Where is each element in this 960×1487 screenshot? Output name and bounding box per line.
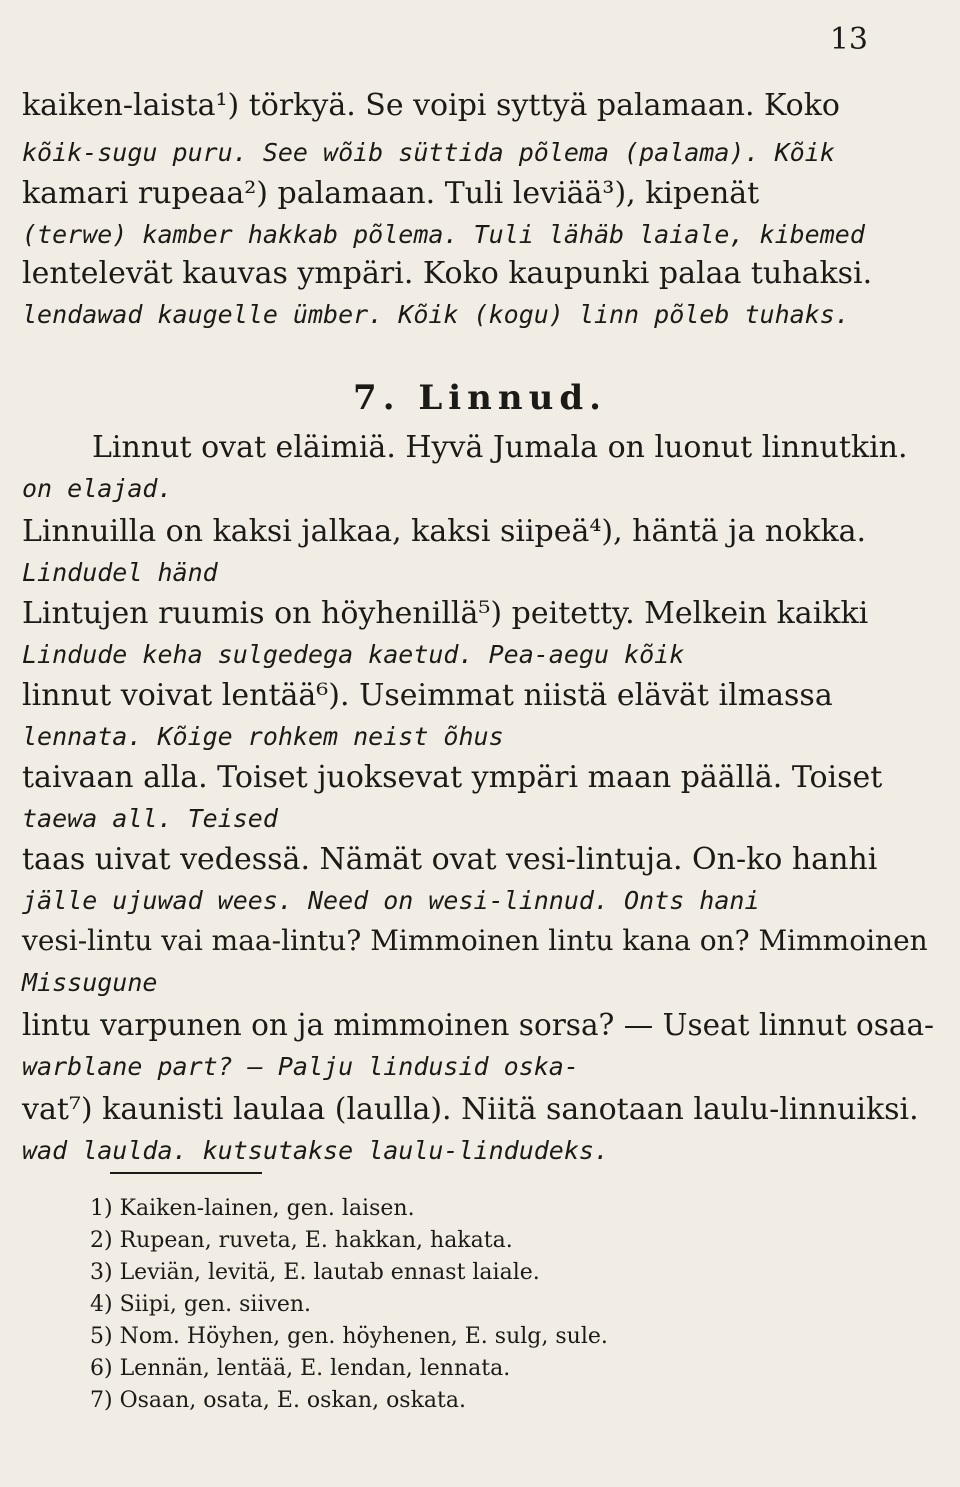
page-number: 13 bbox=[829, 22, 868, 57]
estonian-gloss-4: on elajad. bbox=[22, 474, 173, 503]
estonian-gloss-2: (terwe) kamber hakkab põlema. Tuli lähäb laiale, kibemed bbox=[22, 220, 865, 249]
estonian-gloss-10: Missugune bbox=[22, 968, 158, 997]
estonian-gloss-11: warblane part? — Palju lindusid oska- bbox=[22, 1052, 579, 1081]
estonian-gloss-3: lendawad kaugelle ümber. Kõik (kogu) linn põleb tuhaks. bbox=[22, 300, 850, 329]
footnote-6: 6) Lennän, lentää, E. lendan, lennata. bbox=[90, 1356, 511, 1381]
footnote-1: 1) Kaiken-lainen, gen. laisen. bbox=[90, 1196, 415, 1221]
finnish-line-1: kaiken-laista¹) törkyä. Se voipi syttyä palamaan. Koko bbox=[22, 88, 840, 123]
section-heading: 7. Linnud. bbox=[353, 378, 607, 418]
footnote-rule bbox=[110, 1172, 262, 1174]
finnish-line-11: lintu varpunen on ja mimmoinen sorsa? — Useat linnut osaa- bbox=[22, 1008, 935, 1042]
finnish-line-2: kamari rupeaa²) palamaan. Tuli leviää³), kipenät bbox=[22, 176, 760, 211]
footnote-4: 4) Siipi, gen. siiven. bbox=[90, 1292, 312, 1317]
footnote-5: 5) Nom. Höyhen, gen. höyhenen, E. sulg, sule. bbox=[90, 1324, 608, 1349]
finnish-line-10: vesi-lintu vai maa-lintu? Mimmoinen lintu kana on? Mimmoinen bbox=[22, 924, 928, 957]
finnish-line-3: lentelevät kauvas ympäri. Koko kaupunki palaa tuhaksi. bbox=[22, 256, 873, 291]
finnish-line-6: Lintujen ruumis on höyhenillä⁵) peitetty. Melkein kaikki bbox=[22, 596, 869, 631]
finnish-line-5: Linnuilla on kaksi jalkaa, kaksi siipeä⁴), häntä ja nokka. bbox=[22, 514, 867, 549]
estonian-gloss-8: taewa all. Teised bbox=[22, 804, 278, 833]
footnote-2: 2) Rupean, ruveta, E. hakkan, hakata. bbox=[90, 1228, 513, 1253]
footnote-7: 7) Osaan, osata, E. oskan, oskata. bbox=[90, 1388, 466, 1413]
footnote-3: 3) Leviän, levitä, E. lautab ennast laiale. bbox=[90, 1260, 540, 1285]
finnish-line-4: Linnut ovat eläimiä. Hyvä Jumala on luonut linnutkin. bbox=[92, 430, 908, 465]
finnish-line-8: taivaan alla. Toiset juoksevat ympäri maan päällä. Toiset bbox=[22, 760, 883, 795]
finnish-line-7: linnut voivat lentää⁶). Useimmat niistä elävät ilmassa bbox=[22, 678, 833, 713]
estonian-gloss-9: jälle ujuwad wees. Need on wesi-linnud. Onts hani bbox=[22, 886, 760, 915]
estonian-gloss-5: Lindudel händ bbox=[22, 558, 218, 587]
estonian-gloss-12: wad laulda. kutsutakse laulu-lindudeks. bbox=[22, 1136, 609, 1165]
estonian-gloss-7: lennata. Kõige rohkem neist õhus bbox=[22, 722, 504, 751]
finnish-line-12: vat⁷) kaunisti laulaa (laulla). Niitä sanotaan laulu-linnuiksi. bbox=[22, 1092, 919, 1127]
estonian-gloss-1: kõik-sugu puru. See wõib süttida põlema (palama). Kõik bbox=[22, 138, 835, 167]
finnish-line-9: taas uivat vedessä. Nämät ovat vesi-lintuja. On-ko hanhi bbox=[22, 842, 878, 877]
estonian-gloss-6: Lindude keha sulgedega kaetud. Pea-aegu kõik bbox=[22, 640, 685, 669]
